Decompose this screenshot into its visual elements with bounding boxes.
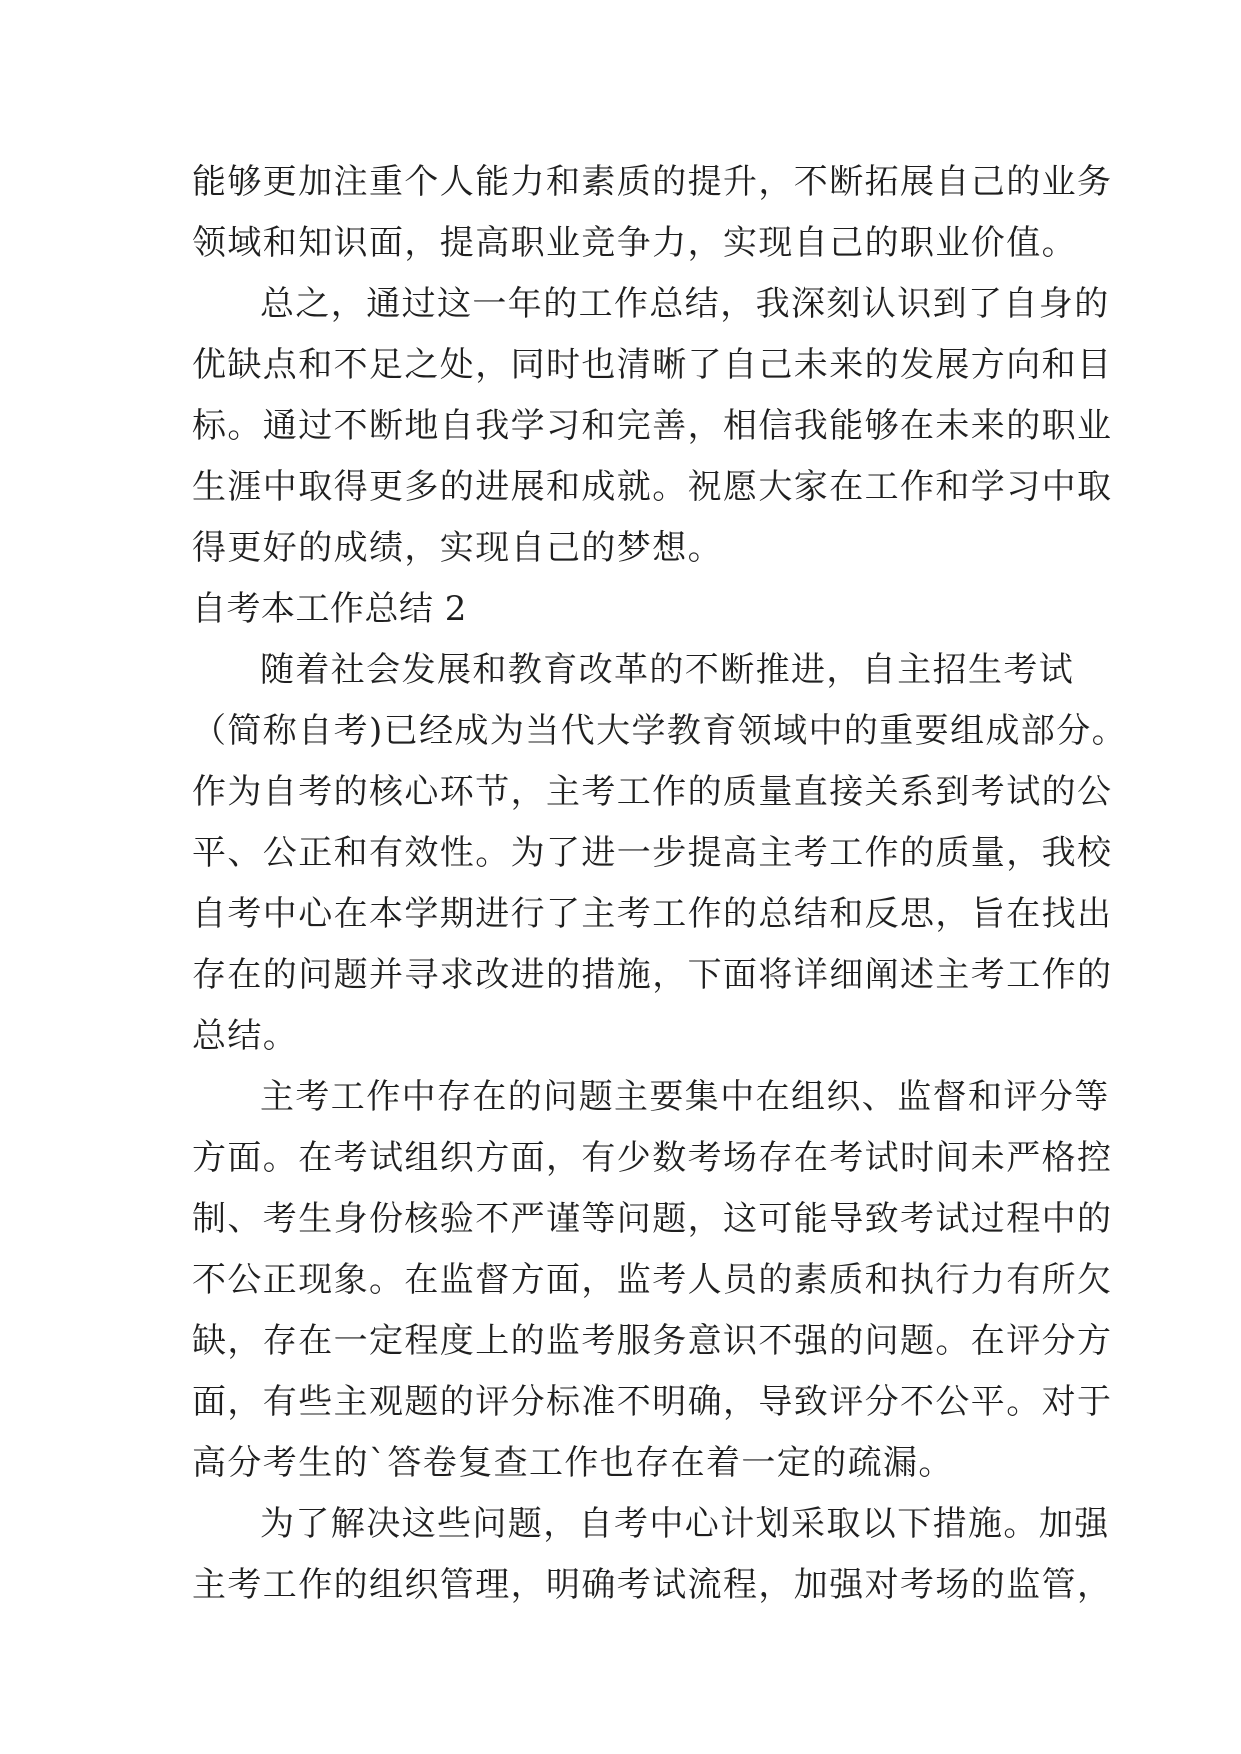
text-line: 得更好的成绩，实现自己的梦想。 <box>192 528 723 568</box>
text-line: 不公正现象。在监督方面，监考人员的素质和执行力有所欠 <box>192 1260 1113 1300</box>
text-line: （简称自考)已经成为当代大学教育领域中的重要组成部分。 <box>192 711 1128 751</box>
paragraph-start-line: 总之，通过这一年的工作总结，我深刻认识到了自身的 <box>260 284 1110 324</box>
text-line: 存在的问题并寻求改进的措施，下面将详细阐述主考工作的 <box>192 955 1113 995</box>
text-line: 平、公正和有效性。为了进一步提高主考工作的质量，我校 <box>192 833 1113 873</box>
document-body <box>192 152 1128 1616</box>
paragraph-start-line: 随着社会发展和教育改革的不断推进，自主招生考试 <box>260 650 1075 690</box>
text-line: 能够更加注重个人能力和素质的提升，不断拓展自己的业务 <box>192 162 1113 202</box>
text-line: 作为自考的核心环节，主考工作的质量直接关系到考试的公 <box>192 772 1113 812</box>
text-line: 制、考生身份核验不严谨等问题，这可能导致考试过程中的 <box>192 1199 1113 1239</box>
text-line: 主考工作的组织管理，明确考试流程，加强对考场的监管， <box>192 1565 1113 1605</box>
text-line: 标。通过不断地自我学习和完善，相信我能够在未来的职业 <box>192 406 1113 446</box>
text-line: 优缺点和不足之处，同时也清晰了自己未来的发展方向和目 <box>192 345 1113 385</box>
paragraph-start-line: 为了解决这些问题，自考中心计划采取以下措施。加强 <box>260 1504 1110 1544</box>
text-line: 方面。在考试组织方面，有少数考场存在考试时间未严格控 <box>192 1138 1113 1178</box>
text-line: 面，有些主观题的评分标准不明确，导致评分不公平。对于 <box>192 1382 1113 1422</box>
text-line: 领域和知识面，提高职业竞争力，实现自己的职业价值。 <box>192 223 1077 263</box>
section-heading: 自考本工作总结 2 <box>192 589 467 629</box>
text-line: 总结。 <box>192 1016 299 1056</box>
paragraph-start-line: 主考工作中存在的问题主要集中在组织、监督和评分等 <box>260 1077 1110 1117</box>
text-line: 缺，存在一定程度上的监考服务意识不强的问题。在评分方 <box>192 1321 1113 1361</box>
text-line: 高分考生的`答卷复查工作也存在着一定的疏漏。 <box>192 1443 954 1483</box>
text-line: 自考中心在本学期进行了主考工作的总结和反思，旨在找出 <box>192 894 1113 934</box>
text-line: 生涯中取得更多的进展和成就。祝愿大家在工作和学习中取 <box>192 467 1113 507</box>
